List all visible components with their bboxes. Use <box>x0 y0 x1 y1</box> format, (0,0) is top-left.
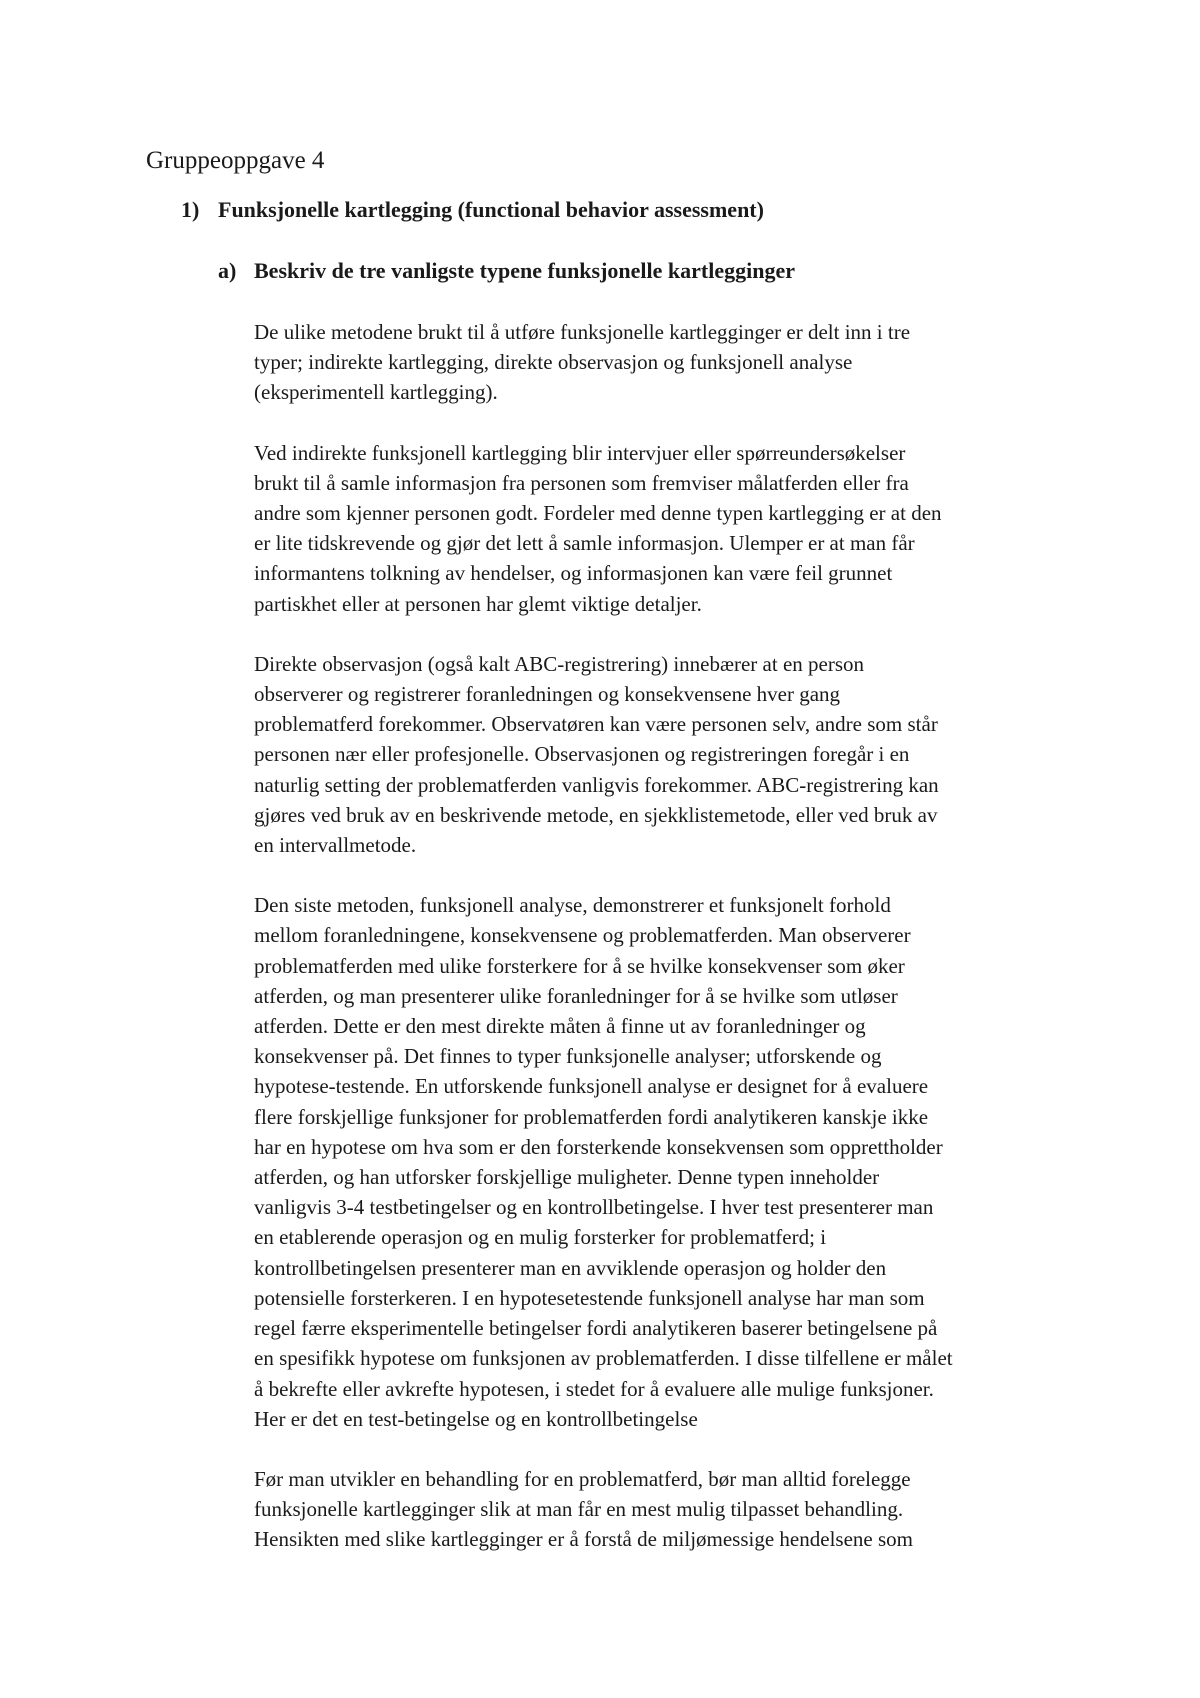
paragraph-line: funksjonelle kartlegginger slik at man får en mest mulig tilpasset behandling. <box>254 1497 904 1522</box>
paragraph-line: informantens tolkning av hendelser, og informasjonen kan være feil grunnet <box>254 561 893 586</box>
subsection-letter: a) <box>218 258 237 283</box>
paragraph-line: kontrollbetingelsen presenterer man en avviklende operasjon og holder den <box>254 1255 887 1280</box>
paragraph-line: Direkte observasjon (også kalt ABC-registrering) innebærer at en person <box>254 651 864 676</box>
paragraph-line: Her er det en test-betingelse og en kontrollbetingelse <box>254 1406 698 1431</box>
paragraph-line: (eksperimentell kartlegging). <box>254 380 498 405</box>
paragraph-line: partiskhet eller at personen har glemt viktige detaljer. <box>254 591 702 616</box>
paragraph-line: personen nær eller profesjonelle. Observasjonen og registreringen foregår i en <box>254 742 910 767</box>
paragraph-line: en spesifikk hypotese om funksjonen av problematferden. I disse tilfellene er målet <box>254 1346 953 1371</box>
paragraph-line: De ulike metodene brukt til å utføre funksjonelle kartlegginger er delt inn i tre <box>254 320 911 344</box>
paragraph-line: atferden. Dette er den mest direkte måten å finne ut av foranledninger og <box>254 1014 866 1039</box>
paragraph-line: naturlig setting der problematferden vanligvis forekommer. ABC-registrering kan <box>254 772 939 797</box>
paragraph-line: gjøres ved bruk av en beskrivende metode, en sjekklistemetode, eller ved bruk av <box>254 802 938 827</box>
paragraph-functional-analysis <box>254 890 1074 1434</box>
document-title: Gruppeoppgave 4 <box>146 147 325 174</box>
paragraph-line: har en hypotese om hva som er den forsterkende konsekvensen som opprettholder <box>254 1134 943 1159</box>
paragraph-line: hypotese-testende. En utforskende funksjonell analyse er designet for å evaluere <box>254 1074 929 1099</box>
paragraph-intro <box>254 317 1074 408</box>
paragraph-line: observerer og registrerer foranledningen og konsekvensene hver gang <box>254 682 841 707</box>
paragraph-line: brukt til å samle informasjon fra personen som fremviser målatferden eller fra <box>254 470 909 495</box>
paragraph-line: problematferd forekommer. Observatøren kan være personen selv, andre som står <box>254 712 938 737</box>
paragraph-line: Før man utvikler en behandling for en problematferd, bør man alltid forelegge <box>254 1466 911 1491</box>
paragraph-line: potensielle forsterkeren. I en hypotesetestende funksjonell analyse har man som <box>254 1285 925 1310</box>
answer-body <box>254 317 1074 1585</box>
subsection-title: Beskriv de tre vanligste typene funksjonelle kartlegginger <box>254 258 795 283</box>
paragraph-indirect-assessment <box>254 438 1074 619</box>
subsection-heading <box>218 257 795 285</box>
section-heading <box>181 196 764 224</box>
paragraph-line: atferden, og man presenterer ulike foranledninger for å se hvilke som utløser <box>254 983 898 1008</box>
paragraph-line: å bekrefte eller avkrefte hypotesen, i stedet for å evaluere alle mulige funksjoner. <box>254 1376 934 1401</box>
paragraph-line: vanligvis 3-4 testbetingelser og en kontrollbetingelse. I hver test presenterer man <box>254 1195 934 1220</box>
paragraph-line: atferden, og han utforsker forskjellige muligheter. Denne typen inneholder <box>254 1165 880 1190</box>
paragraph-line: regel færre eksperimentelle betingelser fordi analytikeren baserer betingelsene på <box>254 1316 938 1341</box>
paragraph-conclusion <box>254 1464 1074 1555</box>
paragraph-line: Hensikten med slike kartlegginger er å forstå de miljømessige hendelsene som <box>254 1527 913 1552</box>
paragraph-direct-observation <box>254 649 1074 860</box>
paragraph-line: typer; indirekte kartlegging, direkte observasjon og funksjonell analyse <box>254 350 853 375</box>
paragraph-line: konsekvenser på. Det finnes to typer funksjonelle analyser; utforskende og <box>254 1044 882 1069</box>
paragraph-line: problematferden med ulike forsterkere for å se hvilke konsekvenser som øker <box>254 953 905 978</box>
paragraph-line: en etablerende operasjon og en mulig forsterker for problematferd; i <box>254 1225 827 1250</box>
paragraph-line: andre som kjenner personen godt. Fordeler med denne typen kartlegging er at den <box>254 501 942 526</box>
paragraph-line: Den siste metoden, funksjonell analyse, demonstrerer et funksjonelt forhold <box>254 893 891 918</box>
paragraph-line: flere forskjellige funksjoner for problematferden fordi analytikeren kanskje ikke <box>254 1104 929 1129</box>
paragraph-line: er lite tidskrevende og gjør det lett å samle informasjon. Ulemper er at man får <box>254 531 915 556</box>
paragraph-line: en intervallmetode. <box>254 833 417 858</box>
section-number: 1) <box>181 197 200 222</box>
paragraph-line: mellom foranledningene, konsekvensene og problematferden. Man observerer <box>254 923 911 948</box>
paragraph-line: Ved indirekte funksjonell kartlegging blir intervjuer eller spørreundersøkelser <box>254 440 906 465</box>
section-title: Funksjonelle kartlegging (functional behavior assessment) <box>218 197 764 222</box>
